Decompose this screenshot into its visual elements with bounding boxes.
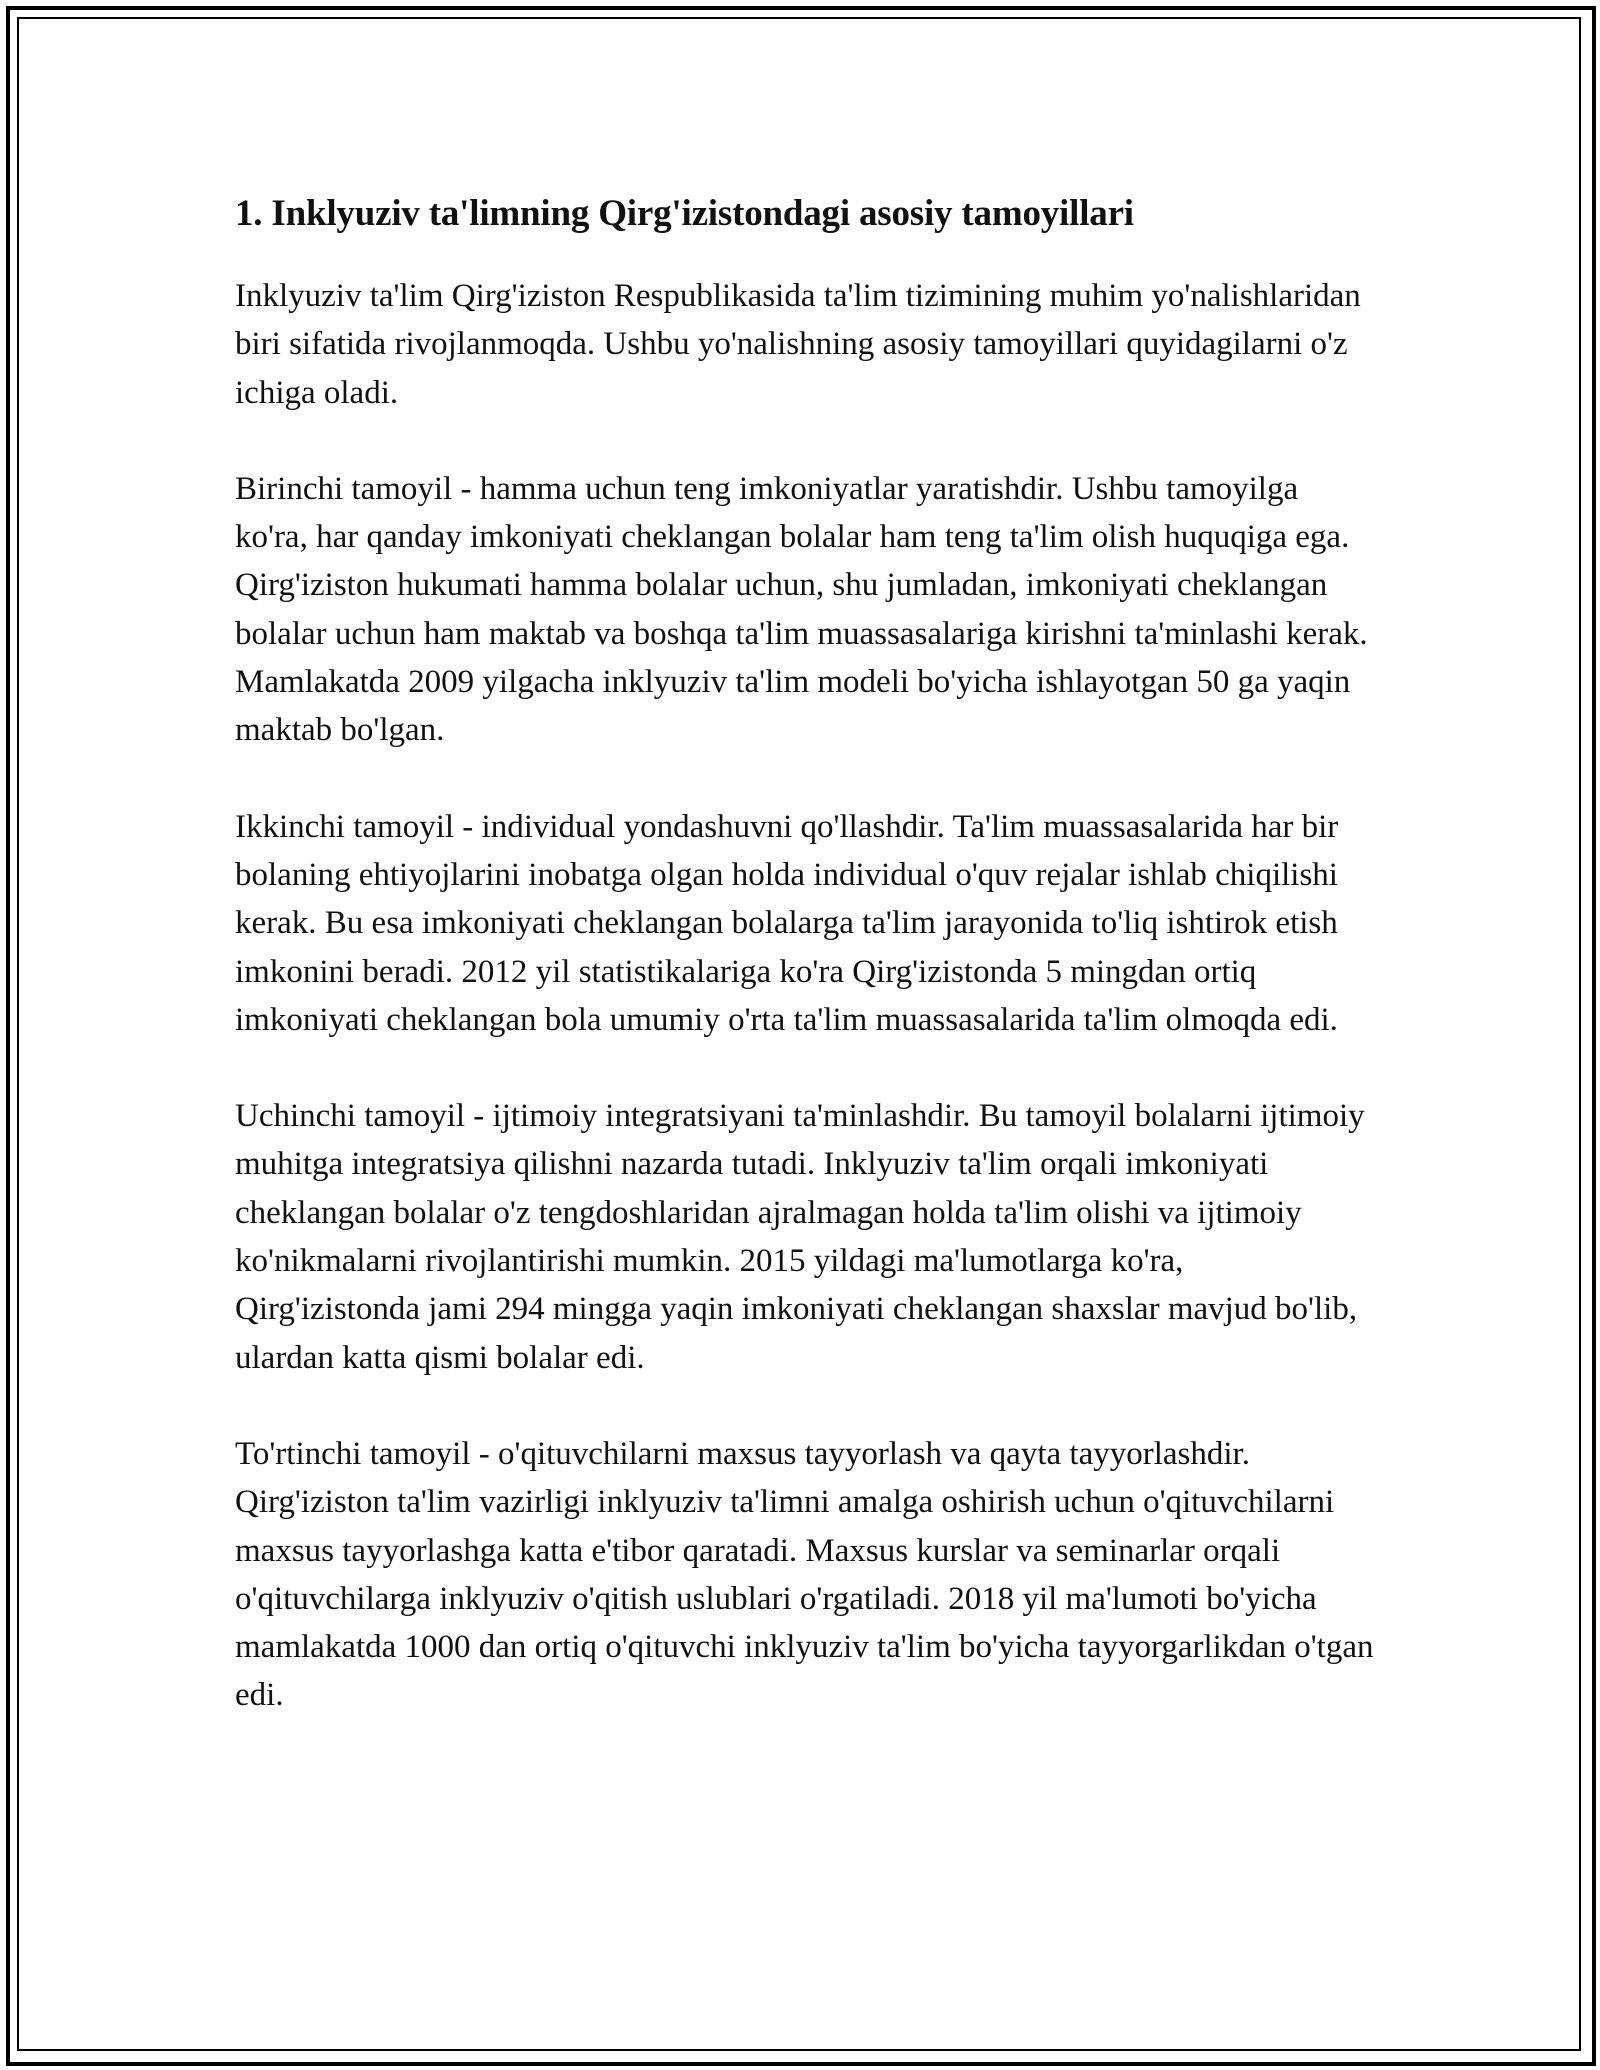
document-body [235, 186, 1375, 1768]
paragraph-third-principle: Uchinchi tamoyil - ijtimoiy integratsiyani ta'minlashdir. Bu tamoyil bolalarni ijtimoiy muhitga integratsiya qilishni nazarda tutadi. Inklyuziv ta'lim orqali imkoniyati cheklangan bolalar o'z tengdoshlaridan ajralmagan holda ta'lim olishi va ijtimoiy ko'nikmalarni rivojlantirishi mumkin. 2015 yildagi ma'lumotlarga ko'ra, Qirg'izistonda jami 294 mingga yaqin imkoniyati cheklangan shaxslar mavjud bo'lib, ulardan katta qismi bolalar edi. [235, 1098, 1365, 1376]
section-heading: 1. Inklyuziv ta'limning Qirg'izistondagi asosiy tamoyillari [235, 193, 1134, 234]
paragraph-first-principle: Birinchi tamoyil - hamma uchun teng imkoniyatlar yaratishdir. Ushbu tamoyilga ko'ra, har qanday imkoniyati cheklangan bolalar ham teng ta'lim olish huquqiga ega. Qirg'iziston hukumati hamma bolalar uchun, shu jumladan, imkoniyati cheklangan bolalar uchun ham maktab va boshqa ta'lim muassasalariga kirishni ta'minlashi kerak. Mamlakatda 2009 yilgacha inklyuziv ta'lim modeli bo'yicha ishlayotgan 50 ga yaqin maktab bo'lgan. [235, 470, 1368, 749]
paragraph-fourth-principle: To'rtinchi tamoyil - o'qituvchilarni maxsus tayyorlash va qayta tayyorlashdir. Qirg'iziston ta'lim vazirligi inklyuziv ta'limni amalga oshirish uchun o'qituvchilarni maxsus tayyorlashga katta e'tibor qaratadi. Maxsus kurslar va seminarlar orqali o'qituvchilarga inklyuziv o'qitish uslublari o'rgatiladi. 2018 yil ma'lumoti bo'yicha mamlakatda 1000 dan ortiq o'qituvchi inklyuziv ta'lim bo'yicha tayyorgarlikdan o'tgan edi. [235, 1435, 1374, 1714]
paragraph-second-principle: Ikkinchi tamoyil - individual yondashuvni qo'llashdir. Ta'lim muassasalarida har bir bolaning ehtiyojlarini inobatga olgan holda individual o'quv rejalar ishlab chiqilishi kerak. Bu esa imkoniyati cheklangan bolalarga ta'lim jarayonida to'liq ishtirok etish imkonini beradi. 2012 yil statistikalariga ko'ra Qirg'izistonda 5 mingdan ortiq imkoniyati cheklangan bola umumiy o'rta ta'lim muassasalarida ta'lim olmoqda edi. [235, 808, 1339, 1038]
paragraph-intro: Inklyuziv ta'lim Qirg'iziston Respublikasida ta'lim tizimining muhim yo'nalishlaridan biri sifatida rivojlanmoqda. Ushbu yo'nalishning asosiy tamoyillari quyidagilarni o'z ichiga oladi. [235, 278, 1361, 411]
